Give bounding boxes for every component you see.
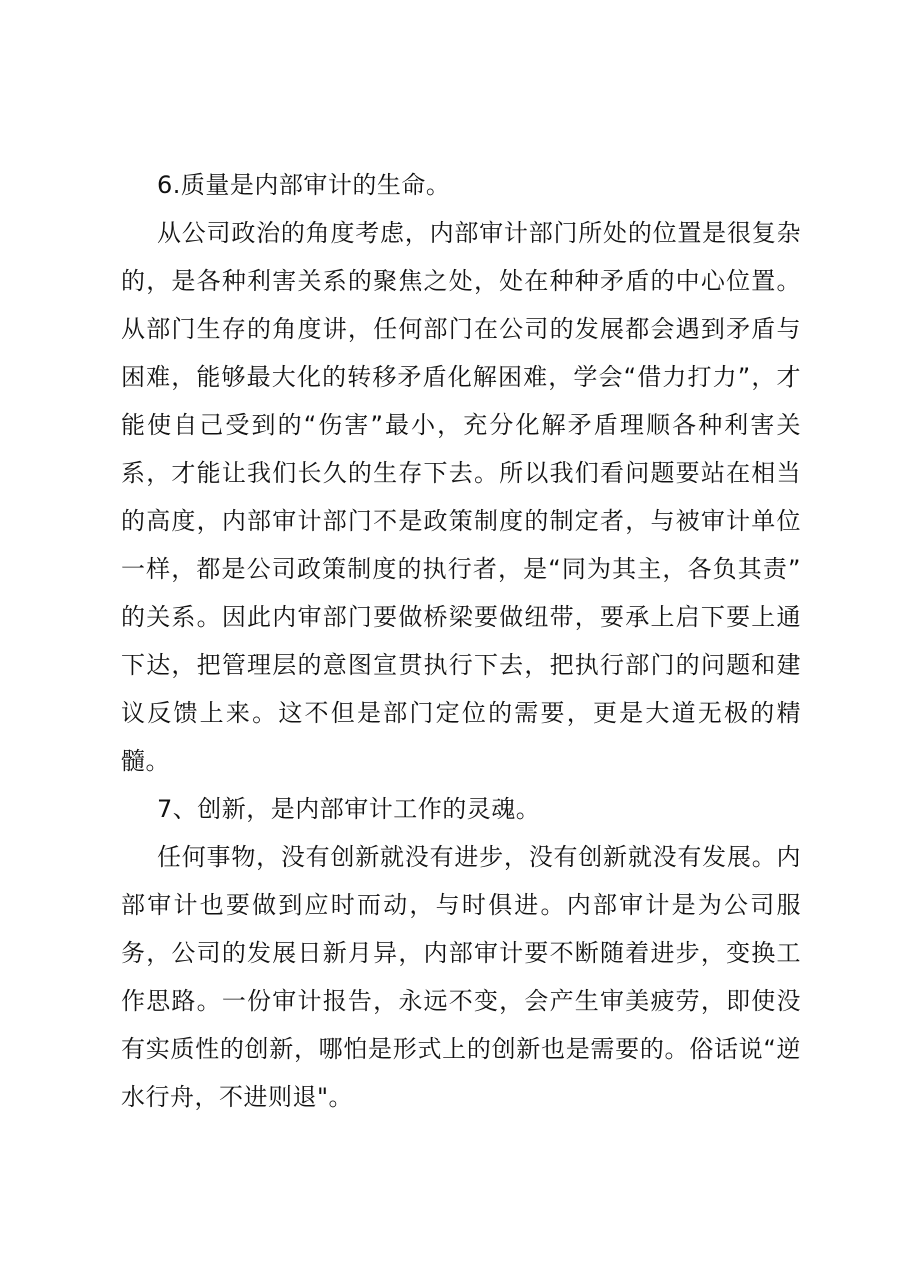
paragraph-line: 议反馈上来。这不但是部门定位的需要，更是大道无极的精: [121, 699, 801, 727]
paragraph-line: 能使自己受到的“伤害”最小，充分化解矛盾理顺各种利害关: [121, 411, 801, 439]
section-7-heading: 7、创新，是内部审计工作的灵魂。: [157, 795, 541, 823]
paragraph-line: 从公司政治的角度考虑，内部审计部门所处的位置是很复杂: [157, 219, 801, 247]
paragraph-line: 有实质性的创新，哪怕是形式上的创新也是需要的。俗话说“逆: [121, 1035, 801, 1063]
paragraph-line: 的，是各种利害关系的聚焦之处，处在种种矛盾的中心位置。: [121, 267, 801, 295]
paragraph-line: 下达，把管理层的意图宣贯执行下去，把执行部门的问题和建: [121, 651, 801, 679]
paragraph-line: 务，公司的发展日新月异，内部审计要不断随着进步，变换工: [121, 939, 801, 967]
paragraph-line: 作思路。一份审计报告，永远不变，会产生审美疲劳，即使没: [121, 987, 801, 1015]
paragraph-line: 一样，都是公司政策制度的执行者，是“同为其主，各负其责”: [121, 555, 801, 583]
paragraph-line: 困难，能够最大化的转移矛盾化解困难，学会“借力打力”，才: [121, 363, 801, 391]
paragraph-line: 从部门生存的角度讲，任何部门在公司的发展都会遇到矛盾与: [121, 315, 801, 343]
paragraph-line: 水行舟，不进则退"。: [121, 1083, 354, 1111]
paragraph-line: 部审计也要做到应时而动，与时俱进。内部审计是为公司服: [121, 891, 801, 919]
paragraph-line: 的高度，内部审计部门不是政策制度的制定者，与被审计单位: [121, 507, 801, 535]
paragraph-line: 任何事物，没有创新就没有进步，没有创新就没有发展。内: [157, 843, 801, 871]
paragraph-line: 髓。: [121, 747, 170, 775]
paragraph-line: 系，才能让我们长久的生存下去。所以我们看问题要站在相当: [121, 459, 801, 487]
paragraph-line: 的关系。因此内审部门要做桥梁要做纽带，要承上启下要上通: [121, 603, 801, 631]
section-6-heading: 6.质量是内部审计的生命。: [157, 171, 451, 199]
